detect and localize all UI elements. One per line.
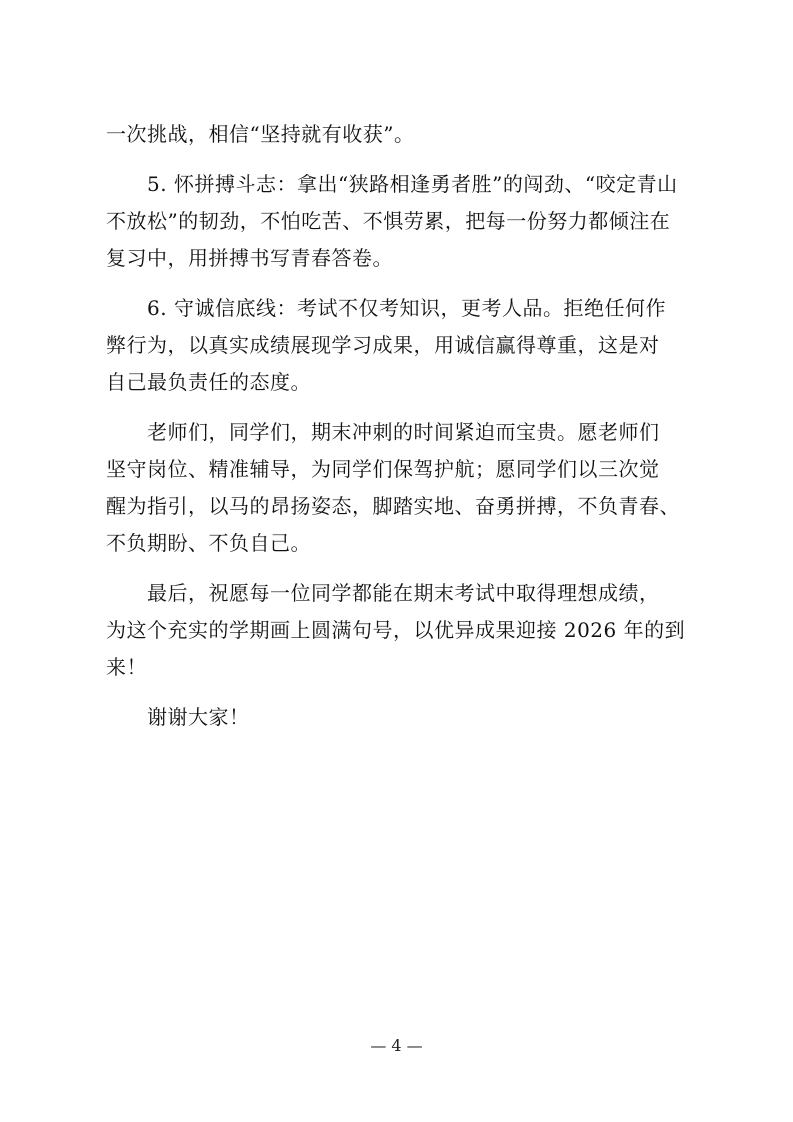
text-line: 不负期盼、不负自己。 xyxy=(106,531,311,555)
text-line: 最后，祝愿每一位同学都能在期末考试中取得理想成绩， xyxy=(106,581,660,605)
text-line: 自己最负责任的态度。 xyxy=(106,370,311,394)
text-line: 复习中，用拼搏书写青春答卷。 xyxy=(106,246,393,270)
text-line: 一次挑战，相信“坚持就有收获”。 xyxy=(106,122,415,146)
body-text xyxy=(106,116,688,736)
text-line: 5. 怀拼搏斗志：拿出“狭路相逢勇者胜”的闯劲、“咬定青山 xyxy=(106,172,678,196)
text-line: 不放松”的韧劲，不怕吃苦、不惧劳累，把每一份努力都倾注在 xyxy=(106,209,671,233)
page-number: — 4 — xyxy=(370,1036,423,1055)
text-line: 坚守岗位、精准辅导，为同学们保驾护航；愿同学们以三次觉 xyxy=(106,457,660,481)
text-line: 6. 守诚信底线：考试不仅考知识，更考人品。拒绝任何作 xyxy=(106,296,666,320)
text-line: 谢谢大家！ xyxy=(106,705,250,729)
text-line: 醒为指引，以马的昂扬姿态，脚踏实地、奋勇拼搏，不负青春、 xyxy=(106,494,680,518)
text-line: 来！ xyxy=(106,655,147,679)
text-line: 老师们，同学们，期末冲刺的时间紧迫而宝贵。愿老师们 xyxy=(106,420,660,444)
text-line: 弊行为，以真实成绩展现学习成果，用诚信赢得尊重，这是对 xyxy=(106,333,660,357)
text-line: 为这个充实的学期画上圆满句号，以优异成果迎接 2026 年的到 xyxy=(106,618,686,642)
